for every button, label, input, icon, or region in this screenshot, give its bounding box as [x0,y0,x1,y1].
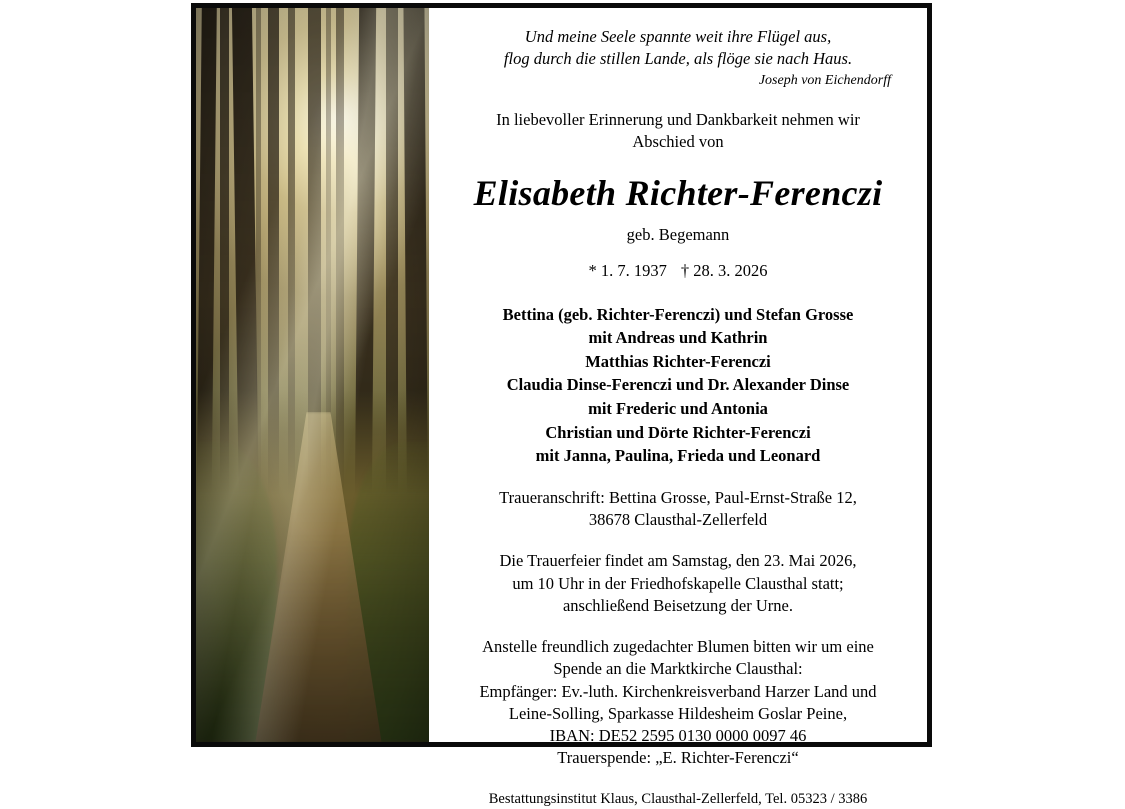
family-line: Christian und Dörte Richter-Ferenczi [545,422,811,442]
family-line: mit Janna, Paulina, Frieda und Leonard [535,446,821,466]
photo-vignette [196,8,429,742]
birth-date: * 1. 7. 1937 [588,260,667,280]
donation-line: IBAN: DE52 2595 0130 0000 0097 46 [549,726,807,746]
mourning-address [499,487,857,532]
ceremony-line: um 10 Uhr in der Friedhofskapelle Clausthal statt; [512,573,844,593]
poem-author: Joseph von Eichendorff [758,72,891,88]
donation-line: Anstelle freundlich zugedachter Blumen bitten wir um eine [482,637,874,657]
ceremony-details [500,550,857,617]
poem-line-1: Und meine Seele spannte weit ihre Flügel aus, [524,27,832,46]
family-line: Matthias Richter-Ferenczi [585,351,771,371]
death-date: † 28. 3. 2026 [680,260,768,280]
obituary-notice [191,3,932,807]
address-line: Traueranschrift: Bettina Grosse, Paul-Ernst-Straße 12, [499,487,857,507]
poem-quote [504,26,852,70]
ceremony-line: anschließend Beisetzung der Urne. [562,595,793,615]
family-list [503,303,854,468]
intro-line-2: Abschied von [632,132,724,152]
forest-path-photo [196,8,429,742]
donation-line: Spende an die Marktkirche Clausthal: [553,659,803,679]
family-line: mit Andreas und Kathrin [588,328,768,348]
notice-text-column [429,8,927,807]
poem-line-2: flog durch die stillen Lande, als flöge sie nach Haus. [503,48,853,68]
deceased-maiden-name: geb. Begemann [626,224,730,244]
address-line: 38678 Clausthal-Zellerfeld [588,510,768,530]
family-line: Bettina (geb. Richter-Ferenczi) und Stefan Grosse [502,304,854,324]
donation-line: Empfänger: Ev.-luth. Kirchenkreisverband Harzer Land und [479,681,877,701]
family-line: Claudia Dinse-Ferenczi und Dr. Alexander Dinse [506,375,850,395]
donation-line: Trauerspende: „E. Richter-Ferenczi“ [557,748,799,768]
notice-inner [196,8,927,807]
life-dates [589,261,768,281]
intro-line-1: In liebevoller Erinnerung und Dankbarkeit nehmen wir [496,110,860,130]
family-line: mit Frederic und Antonia [588,398,768,418]
funeral-home-footer: Bestattungsinstitut Klaus, Clausthal-Zellerfeld, Tel. 05323 / 3386 [488,790,868,807]
donation-line: Leine-Solling, Sparkasse Hildesheim Goslar Peine, [508,703,848,723]
deceased-name: Elisabeth Richter-Ferenczi [473,172,883,213]
ceremony-line: Die Trauerfeier findet am Samstag, den 23. Mai 2026, [499,551,857,571]
intro-text [496,109,860,154]
